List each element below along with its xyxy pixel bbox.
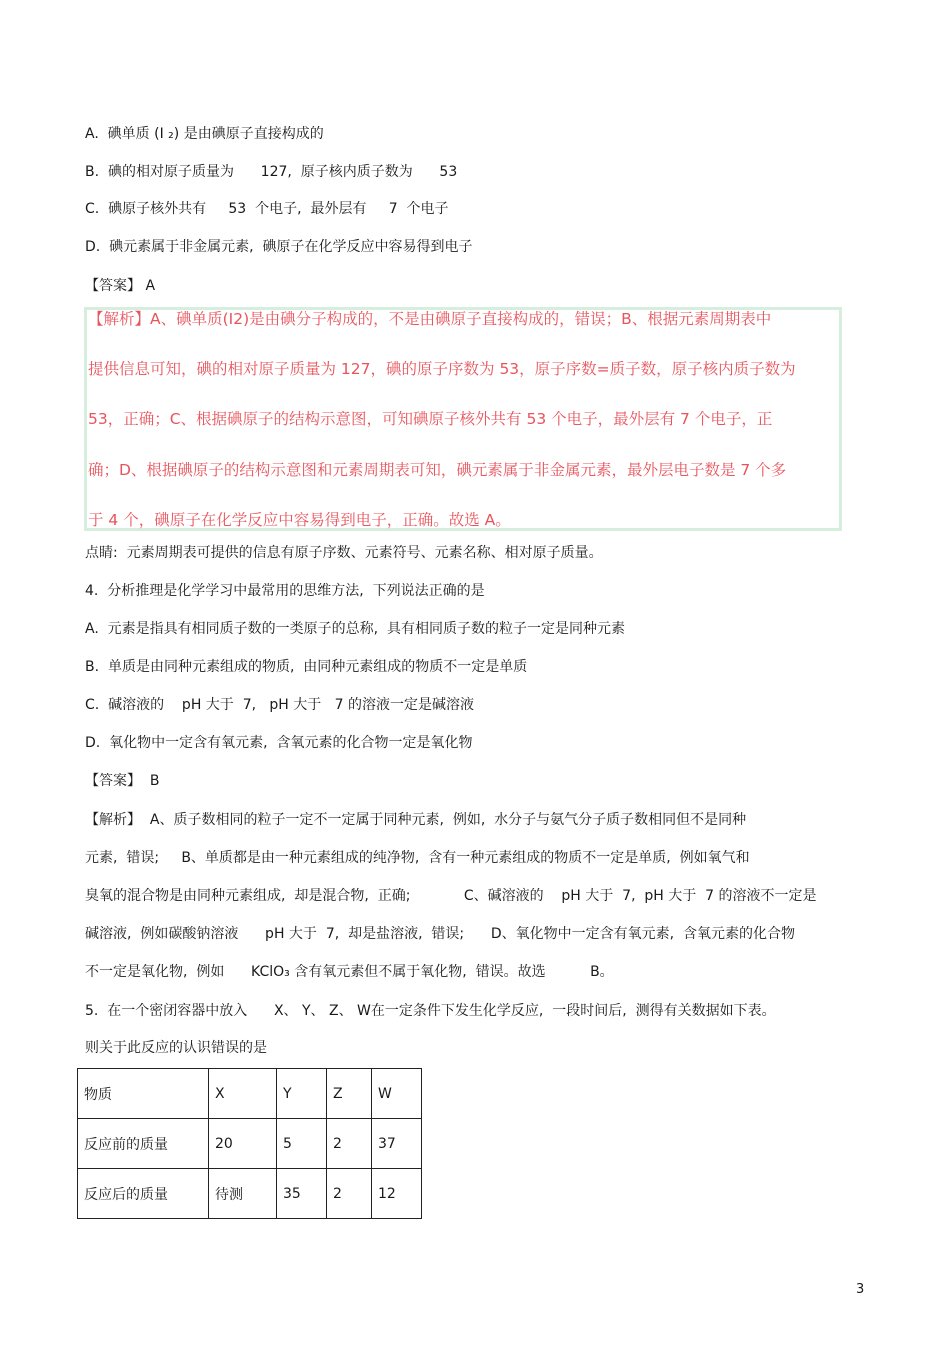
table-row [78,1119,422,1169]
q4-analysis-line: 碱溶液, 例如碳酸钠溶液 pH 大于 7, 却是盐溶液, 错误; D、氧化物中一定含有氧元素, 含氧元素的化合物 [85,926,795,942]
table-cell: 5 [277,1119,327,1169]
q4-stem: 4. 分析推理是化学学习中最常用的思维方法, 下列说法正确的是 [85,583,485,599]
q4-option-c: C. 碱溶液的 pH 大于 7, pH 大于 7 的溶液一定是碱溶液 [85,697,474,713]
table-row [78,1069,422,1119]
q4-option-b: B. 单质是由同种元素组成的物质, 由同种元素组成的物质不一定是单质 [85,659,528,675]
table-cell: 反应前的质量 [78,1119,209,1169]
page-number: 3 [856,1282,865,1297]
table-cell: 20 [209,1119,277,1169]
q5-stem-2: 则关于此反应的认识错误的是 [85,1040,267,1056]
q3-option-d: D. 碘元素属于非金属元素, 碘原子在化学反应中容易得到电子 [85,239,473,255]
table-cell: Z [327,1069,372,1119]
q5-stem: 5. 在一个密闭容器中放入 X、 Y、 Z、 W在一定条件下发生化学反应, 一段时间后, 测得有关数据如下表。 [85,1003,776,1019]
q4-analysis-line: 臭氧的混合物是由同种元素组成, 却是混合物, 正确; C、碱溶液的 pH 大于 7, pH 大于 7 的溶液不一定是 [85,888,817,904]
table-row [78,1169,422,1219]
table-cell: 2 [327,1119,372,1169]
q4-answer: 【答案】 B [85,773,160,789]
table-cell: 35 [277,1169,327,1219]
table-cell: X [209,1069,277,1119]
table-cell: 待测 [209,1169,277,1219]
q3-analysis-line: 53，正确；C、根据碘原子的结构示意图，可知碘原子核外共有 53 个电子，最外层有 7 个电子，正 [88,410,773,428]
q3-analysis-line: 提供信息可知，碘的相对原子质量为 127，碘的原子序数为 53，原子序数=质子数，原子核内质子数为 [88,360,796,378]
table-cell: 12 [372,1169,422,1219]
table-cell: Y [277,1069,327,1119]
q4-analysis-line: 【解析】 A、质子数相同的粒子一定不一定属于同种元素, 例如, 水分子与氨气分子质子数相同但不是同种 [85,812,747,828]
table-cell: 37 [372,1119,422,1169]
q3-analysis-line: 于 4 个，碘原子在化学反应中容易得到电子，正确。故选 A。 [88,511,511,529]
q4-analysis-line: 不一定是氧化物, 例如 KClO₃ 含有氧元素但不属于氧化物, 错误。故选 B。 [85,964,614,980]
table-cell: 2 [327,1169,372,1219]
q3-tip: 点睛: 元素周期表可提供的信息有原子序数、元素符号、元素名称、相对原子质量。 [85,545,603,561]
q3-option-c: C. 碘原子核外共有 53 个电子, 最外层有 7 个电子 [85,201,449,217]
table-cell: 物质 [78,1069,209,1119]
q3-analysis-line: 确；D、根据碘原子的结构示意图和元素周期表可知，碘元素属于非金属元素，最外层电子数是 7 个多 [88,461,787,479]
q5-data-table [77,1068,422,1219]
q3-answer: 【答案】 A [85,278,156,294]
table-cell: W [372,1069,422,1119]
q3-option-b: B. 碘的相对原子质量为 127, 原子核内质子数为 53 [85,164,458,180]
q3-analysis-line: 【解析】A、碘单质(I2)是由碘分子构成的，不是由碘原子直接构成的，错误；B、根据元素周期表中 [88,310,772,328]
q4-option-d: D. 氧化物中一定含有氧元素, 含氧元素的化合物一定是氧化物 [85,735,473,751]
q3-option-a: A. 碘单质 (I ₂) 是由碘原子直接构成的 [85,126,324,142]
table-cell: 反应后的质量 [78,1169,209,1219]
q4-analysis-line: 元素, 错误; B、单质都是由一种元素组成的纯净物, 含有一种元素组成的物质不一定是单质, 例如氧气和 [85,850,750,866]
q4-option-a: A. 元素是指具有相同质子数的一类原子的总称, 具有相同质子数的粒子一定是同种元素 [85,621,626,637]
